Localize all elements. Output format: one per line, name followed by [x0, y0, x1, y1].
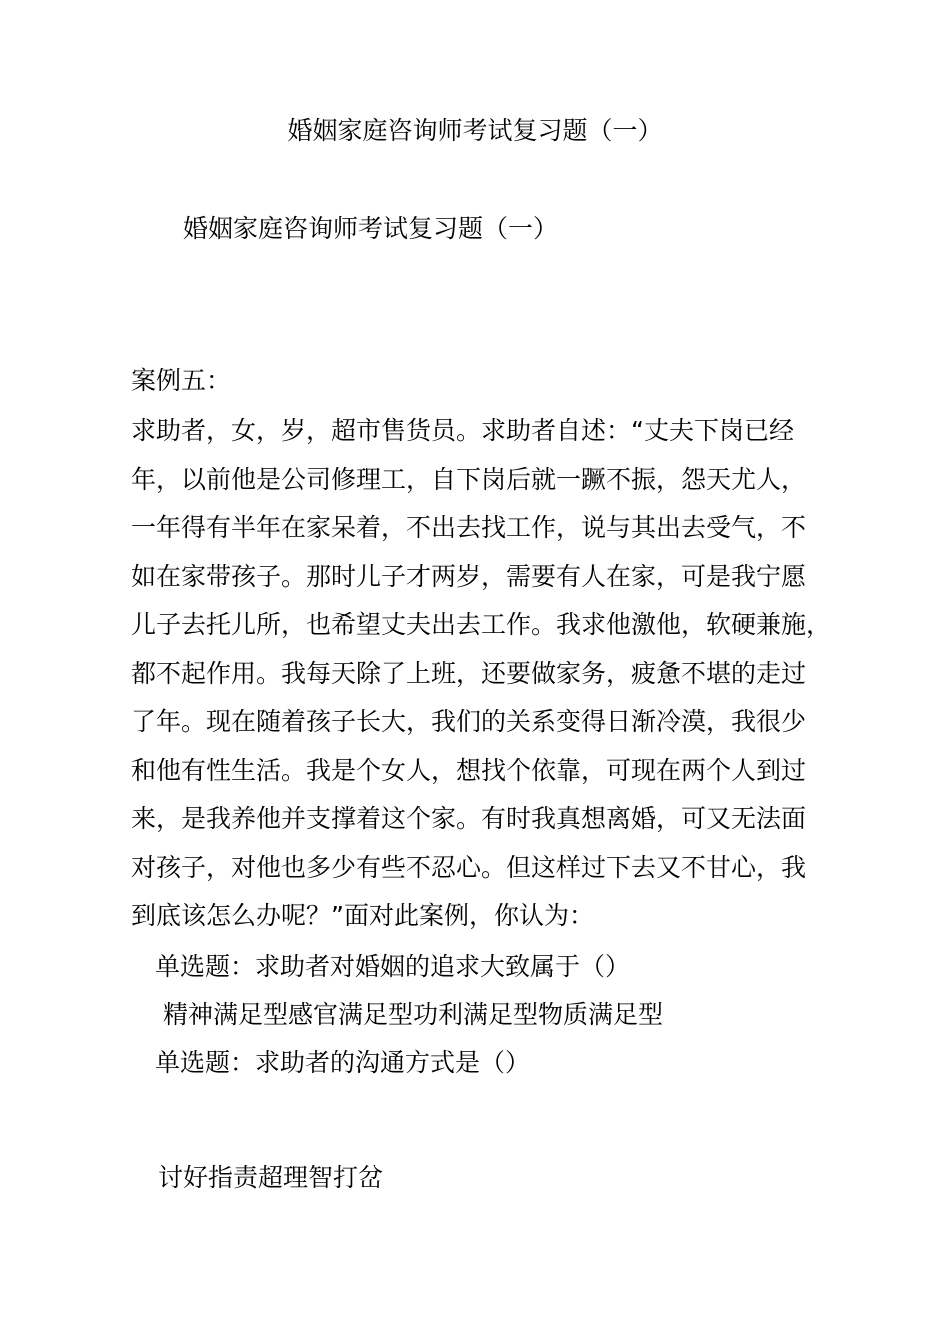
case-description: [131, 407, 831, 941]
case-text-line: 年，以前他是公司修理工，自下岗后就一蹶不振，怨天尤人，: [131, 464, 807, 494]
case-text-line: 都不起作用。我每天除了上班，还要做家务，疲惫不堪的走过: [131, 658, 807, 688]
question-2-prompt: 单选题：求助者的沟通方式是（）: [155, 1048, 531, 1077]
case-text-line: 如在家带孩子。那时儿子才两岁，需要有人在家，可是我宁愿: [131, 561, 807, 591]
case-text-line: 到底该怎么办呢？”面对此案例，你认为：: [131, 901, 594, 930]
case-text-line: 儿子去托儿所，也希望丈夫出去工作。我求他激他，软硬兼施，: [131, 610, 832, 639]
case-text-line: 了年。现在随着孩子长大，我们的关系变得日渐冷漠，我很少: [131, 707, 807, 736]
page-title: 婚姻家庭咨询师考试复习题（一）: [287, 116, 663, 145]
case-text-line: 来，是我养他并支撑着这个家。有时我真想离婚，可又无法面: [131, 804, 807, 833]
question-2-options: 讨好指责超理智打岔: [158, 1163, 384, 1192]
case-text-line: 和他有性生活。我是个女人，想找个依靠，可现在两个人到过: [131, 755, 807, 785]
case-text-line: 一年得有半年在家呆着，不出去找工作，说与其出去受气，不: [131, 513, 807, 542]
question-1-prompt: 单选题：求助者对婚姻的追求大致属于（）: [155, 952, 631, 981]
question-1-options: 精神满足型感官满足型功利满足型物质满足型: [163, 1000, 664, 1029]
case-text-line: 对孩子，对他也多少有些不忍心。但这样过下去又不甘心，我: [131, 852, 807, 882]
document-heading: 婚姻家庭咨询师考试复习题（一）: [183, 214, 559, 243]
case-label: 案例五：: [131, 366, 232, 395]
case-text-line: 求助者，女，岁，超市售货员。求助者自述：“丈夫下岗已经: [131, 416, 794, 445]
